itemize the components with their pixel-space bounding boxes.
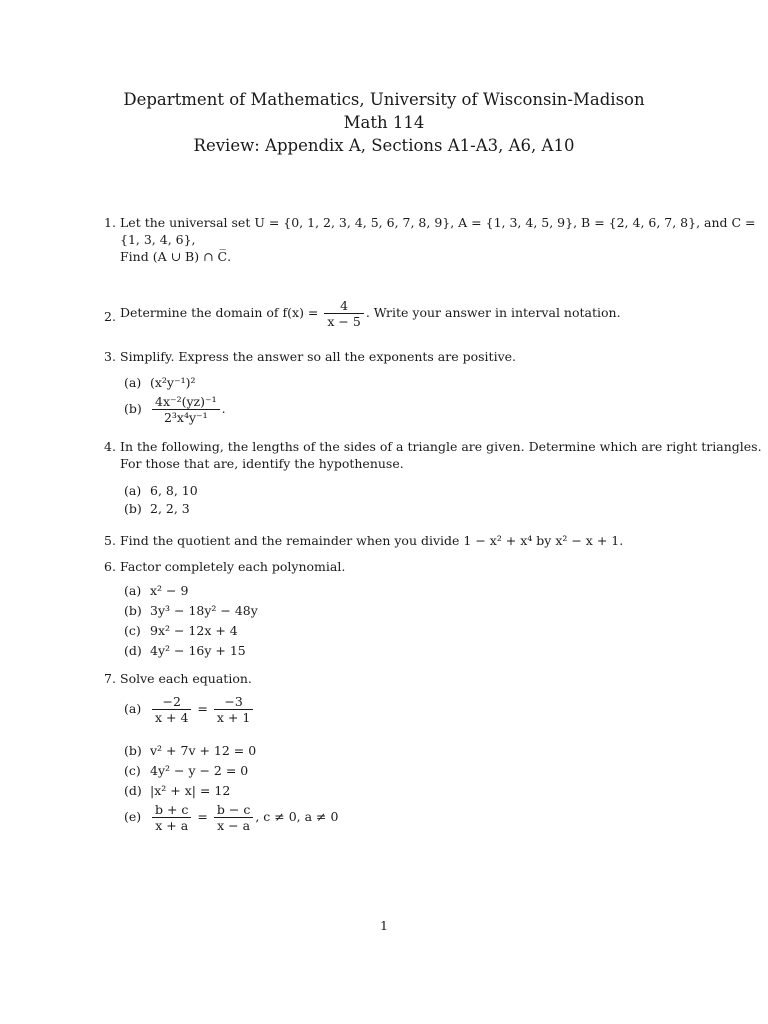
problem-2 [104,298,680,329]
expression: 2, 2, 3 [150,501,190,516]
subproblem-c [124,622,238,639]
problem-number: 6. [104,559,116,574]
subproblem-a [124,374,196,391]
subproblem-b [124,500,190,517]
subproblem-d [124,642,246,659]
fraction [152,694,191,725]
subproblem-label: (d) [124,643,142,658]
subproblem-label: (b) [124,603,142,618]
expression: v² + 7v + 12 = 0 [150,743,257,758]
expression: 6, 8, 10 [150,483,198,498]
problem-4 [104,438,762,516]
expression: x² − 9 [150,583,189,598]
subproblem-c [124,762,248,779]
problem-1 [104,214,756,265]
subproblem-label: (a) [124,583,142,598]
problem-5 [104,532,680,549]
subproblem-label: (a) [124,483,142,498]
expression: 9x² − 12x + 4 [150,623,238,638]
problem-text: . Write your answer in interval notation. [365,305,621,320]
subproblem-label: (b) [124,743,142,758]
expression: 3y³ − 18y² − 48y [150,603,258,618]
subproblem-label: (b) [124,501,142,516]
expression: |x² + x| = 12 [150,783,231,798]
numerator: 4x⁻²(yz)⁻¹ [152,394,220,410]
problem-text: In the following, the lengths of the sides of a triangle are given. Determine which are right triangles. [120,439,762,454]
denominator: x + a [155,818,189,833]
numerator: 4 [324,298,363,314]
problem-text: Find (A ∪ B) ∩ C̅. [120,249,232,264]
subproblem-e [124,802,338,833]
problem-text: Factor completely each polynomial. [120,559,346,574]
review-title: Review: Appendix A, Sections A1-A3, A6, A10 [193,136,575,155]
subproblem-label: (d) [124,783,142,798]
subproblem-label: (e) [124,809,142,824]
numerator: b − c [214,802,253,818]
subproblem-d [124,782,230,799]
expression: 4y² − y − 2 = 0 [150,763,249,778]
problem-3 [104,348,680,425]
subproblem-label: (c) [124,623,141,638]
problem-text: Determine the domain of f(x) = [120,305,319,320]
problem-number: 7. [104,671,116,686]
numerator: −3 [214,694,253,710]
denominator: x − 5 [327,314,361,329]
subproblem-a [124,694,255,725]
equals-sign: = [197,809,208,824]
problem-text: Solve each equation. [120,671,252,686]
problem-text: For those that are, identify the hypothenuse. [120,456,404,471]
fraction [214,694,253,725]
numerator: b + c [152,802,191,818]
denominator: x + 4 [155,710,189,725]
subproblem-label: (b) [124,401,142,416]
expression: . [221,401,226,416]
expression: 4y² − 16y + 15 [150,643,246,658]
problem-number: 1. [104,215,116,230]
subproblem-b [124,742,256,759]
problem-number: 2. [104,309,116,324]
subproblem-label: (c) [124,763,141,778]
page-number: 1 [380,918,388,933]
subproblem-a [124,482,198,499]
problem-number: 3. [104,349,116,364]
numerator: −2 [152,694,191,710]
fraction [324,298,363,329]
expression: , c ≠ 0, a ≠ 0 [255,809,339,824]
subproblem-b [124,602,258,619]
expression: (x²y⁻¹)² [150,375,196,390]
subproblem-b [124,394,226,425]
subproblem-a [124,582,188,599]
equals-sign: = [197,701,208,716]
denominator: 2³x⁴y⁻¹ [163,410,208,425]
denominator: x + 1 [216,710,251,725]
fraction [214,802,253,833]
problem-text: Simplify. Express the answer so all the exponents are positive. [120,349,517,364]
problem-text: {1, 3, 4, 6}, [120,232,196,247]
course-title: Math 114 [343,113,425,132]
problem-7 [104,670,680,833]
problem-6 [104,558,680,658]
fraction [152,802,191,833]
problem-number: 4. [104,439,116,454]
denominator: x − a [217,818,251,833]
fraction [152,394,220,425]
problem-text: Find the quotient and the remainder when you divide 1 − x² + x⁴ by x² − x + 1. [120,533,624,548]
document-header [0,88,768,157]
problem-number: 5. [104,533,116,548]
subproblem-label: (a) [124,375,142,390]
subproblem-label: (a) [124,701,142,716]
department-title: Department of Mathematics, University of Wisconsin-Madison [123,90,645,109]
problem-text: Let the universal set U = {0, 1, 2, 3, 4, 5, 6, 7, 8, 9}, A = {1, 3, 4, 5, 9}, B = {2, 4, 6, 7, 8}, and C = [120,215,756,230]
